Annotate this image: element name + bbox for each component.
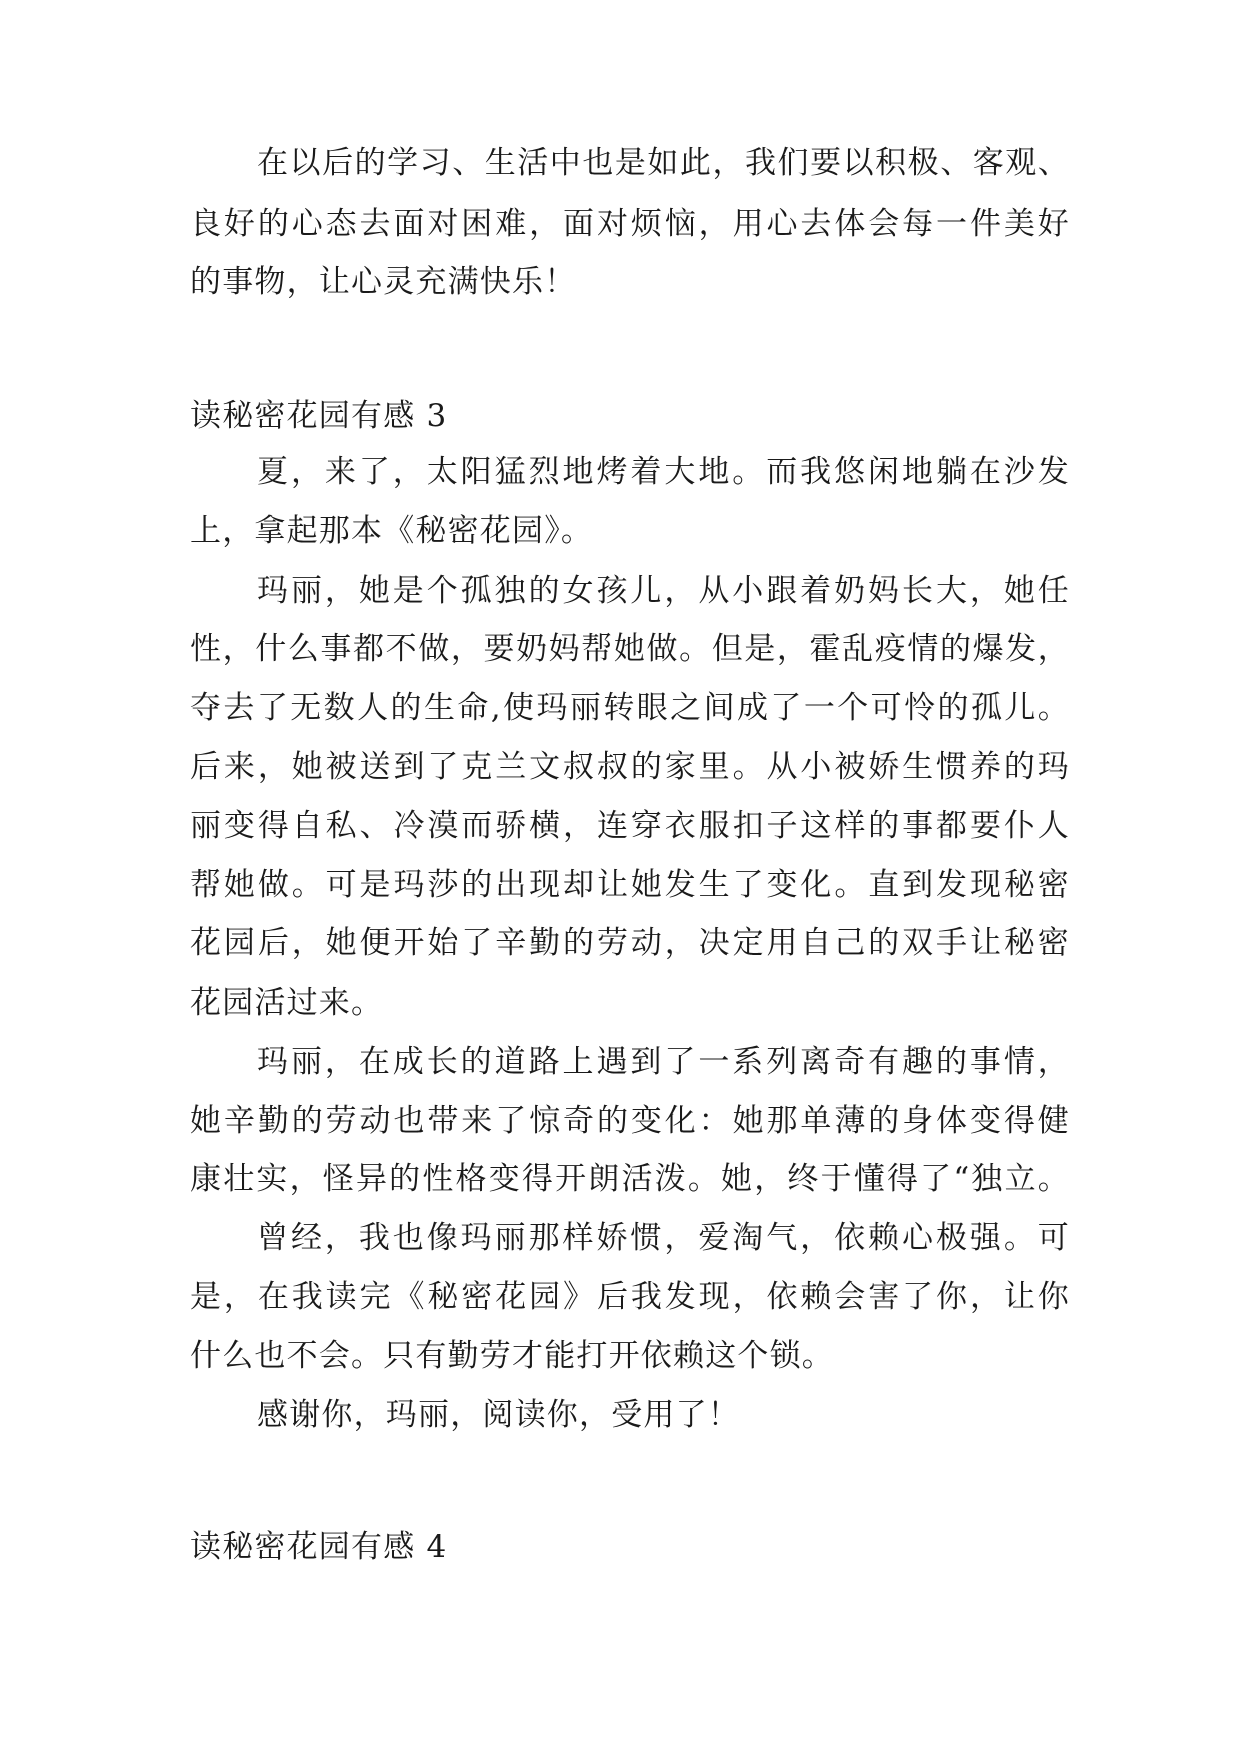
paragraph-line: 的事物，让心灵充满快乐！ [190, 264, 577, 300]
paragraph-line: 在以后的学习、生活中也是如此，我们要以积极、客观、 [257, 145, 1070, 181]
paragraph-line: 玛丽，她是个孤独的女孩儿，从小跟着奶妈长大，她任 [257, 573, 1070, 609]
paragraph-line: 良好的心态去面对困难，面对烦恼，用心去体会每一件美好 [190, 206, 1070, 242]
paragraph-line: 感谢你，玛丽，阅读你，受用了！ [257, 1397, 740, 1433]
paragraph-line: 玛丽，在成长的道路上遇到了一系列离奇有趣的事情， [257, 1044, 1070, 1080]
section-heading: 读秘密花园有感 4 [190, 1529, 448, 1565]
paragraph-line: 康壮实，怪异的性格变得开朗活泼。她，终于懂得了“独立。 [190, 1161, 1070, 1197]
paragraph-line: 后来，她被送到了克兰文叔叔的家里。从小被娇生惯养的玛 [190, 749, 1070, 785]
paragraph-line: 夺去了无数人的生命,使玛丽转眼之间成了一个可怜的孤儿。 [190, 690, 1070, 726]
section-heading: 读秘密花园有感 3 [190, 398, 448, 434]
paragraph-line: 夏，来了，太阳猛烈地烤着大地。而我悠闲地躺在沙发 [257, 454, 1070, 490]
paragraph-line: 曾经，我也像玛丽那样娇惯，爱淘气，依赖心极强。可 [257, 1220, 1070, 1256]
paragraph-line: 什么也不会。只有勤劳才能打开依赖这个锁。 [190, 1338, 834, 1374]
paragraph-line: 她辛勤的劳动也带来了惊奇的变化：她那单薄的身体变得健 [190, 1103, 1070, 1139]
paragraph-line: 丽变得自私、冷漠而骄横，连穿衣服扣子这样的事都要仆人 [190, 808, 1070, 844]
paragraph-line: 帮她做。可是玛莎的出现却让她发生了变化。直到发现秘密 [190, 867, 1070, 903]
paragraph-line: 花园活过来。 [190, 985, 384, 1021]
paragraph-line: 是，在我读完《秘密花园》后我发现，依赖会害了你，让你 [190, 1279, 1070, 1315]
paragraph-line: 性，什么事都不做，要奶妈帮她做。但是，霍乱疫情的爆发， [190, 631, 1070, 667]
paragraph-line: 花园后，她便开始了辛勤的劳动，决定用自己的双手让秘密 [190, 925, 1070, 961]
paragraph-line: 上，拿起那本《秘密花园》。 [190, 513, 594, 549]
